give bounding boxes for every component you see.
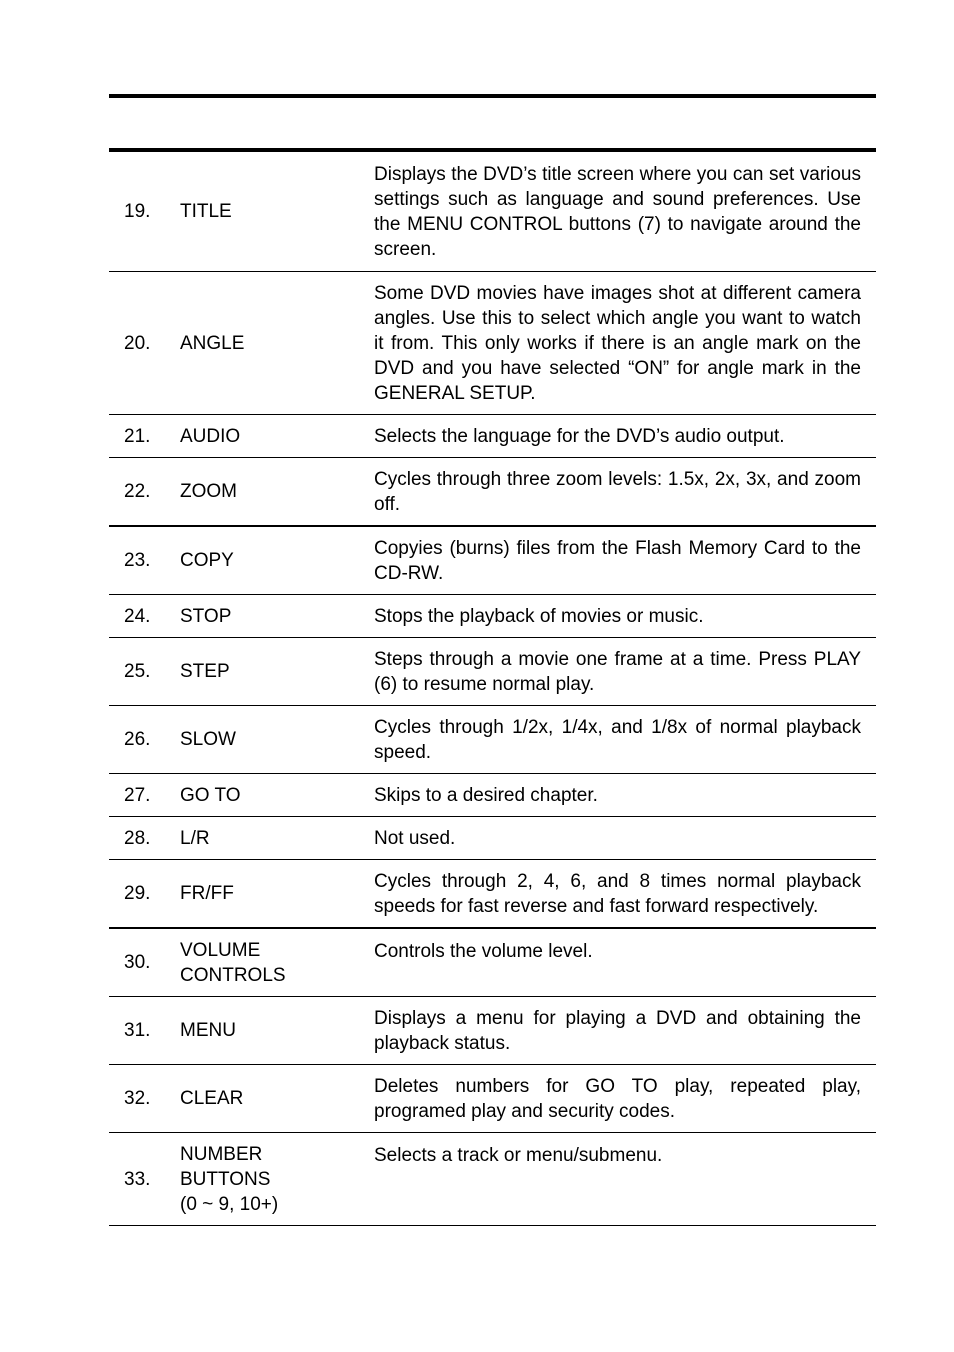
table-row <box>109 638 876 706</box>
item-description: Cycles through 2, 4, 6, and 8 times normal playback speeds for fast reverse and fast forward respectively. <box>374 870 861 917</box>
item-name: CLEAR <box>180 1088 244 1109</box>
table-row <box>109 706 876 774</box>
table-row <box>109 997 876 1065</box>
table-row <box>109 458 876 527</box>
item-description: Selects the language for the DVD’s audio output. <box>374 425 785 447</box>
item-number: 33. <box>124 1168 151 1190</box>
item-name: AUDIO <box>180 425 241 447</box>
table-row <box>109 272 876 415</box>
item-number: 28. <box>124 827 151 849</box>
item-number: 27. <box>124 784 151 806</box>
table-row <box>109 527 876 595</box>
table-row <box>109 774 876 817</box>
item-number: 30. <box>124 952 151 973</box>
item-name: FR/FF <box>180 883 234 904</box>
item-number: 26. <box>124 729 151 750</box>
table-row <box>109 860 876 929</box>
item-description: Displays the DVD’s title screen where you can set various settings such as language and sound preferences. Use the MENU CONTROL buttons (7) to navigate around the screen. <box>374 163 861 260</box>
table-row <box>109 929 876 997</box>
header-rule <box>109 94 876 98</box>
item-name: MENU <box>180 1020 236 1041</box>
item-description: Displays a menu for playing a DVD and obtaining the playback status. <box>374 1007 861 1054</box>
item-description: Steps through a movie one frame at a time. Press PLAY (6) to resume normal play. <box>374 648 861 695</box>
item-name: L/R <box>180 827 210 849</box>
item-description: Not used. <box>374 827 456 849</box>
item-number: 23. <box>124 550 151 571</box>
item-number: 25. <box>124 661 151 682</box>
item-name: GO TO <box>180 784 241 806</box>
item-name: ANGLE <box>180 332 245 354</box>
button-function-table <box>109 148 876 1226</box>
item-number: 21. <box>124 425 151 447</box>
item-name: STEP <box>180 661 230 682</box>
item-name: STOP <box>180 605 232 627</box>
item-number: 24. <box>124 605 151 627</box>
table-row <box>109 1133 876 1226</box>
item-description: Deletes numbers for GO TO play, repeated play, programed play and security codes. <box>374 1075 861 1122</box>
item-number: 22. <box>124 481 151 502</box>
item-number: 29. <box>124 883 151 904</box>
item-number: 32. <box>124 1088 151 1109</box>
item-number: 19. <box>124 201 151 222</box>
item-description: Cycles through 1/2x, 1/4x, and 1/8x of normal playback speed. <box>374 716 861 763</box>
item-description: Copyies (burns) files from the Flash Memory Card to the CD-RW. <box>374 537 861 584</box>
item-description: Controls the volume level. <box>374 941 593 962</box>
item-description: Skips to a desired chapter. <box>374 784 598 806</box>
item-description: Stops the playback of movies or music. <box>374 605 704 627</box>
table-row <box>109 1065 876 1133</box>
item-name: ZOOM <box>180 481 237 502</box>
table-row <box>109 152 876 272</box>
item-number: 31. <box>124 1020 151 1041</box>
item-description: Selects a track or menu/submenu. <box>374 1145 663 1166</box>
table-row <box>109 415 876 458</box>
item-name: TITLE <box>180 201 232 222</box>
item-description: Some DVD movies have images shot at different camera angles. Use this to select which angle you want to watch it from. This only works if there is an angle mark on the DVD and you have selected “ON” for angle mark in the GENERAL SETUP. <box>374 282 861 404</box>
table-row <box>109 817 876 860</box>
item-name: COPY <box>180 550 234 571</box>
table-row <box>109 595 876 638</box>
item-number: 20. <box>124 332 151 354</box>
item-name: NUMBER BUTTONS (0 ~ 9, 10+) <box>180 1143 279 1215</box>
item-description: Cycles through three zoom levels: 1.5x, 2x, 3x, and zoom off. <box>374 468 861 515</box>
item-name: SLOW <box>180 729 236 750</box>
item-name: VOLUME CONTROLS <box>180 939 286 986</box>
